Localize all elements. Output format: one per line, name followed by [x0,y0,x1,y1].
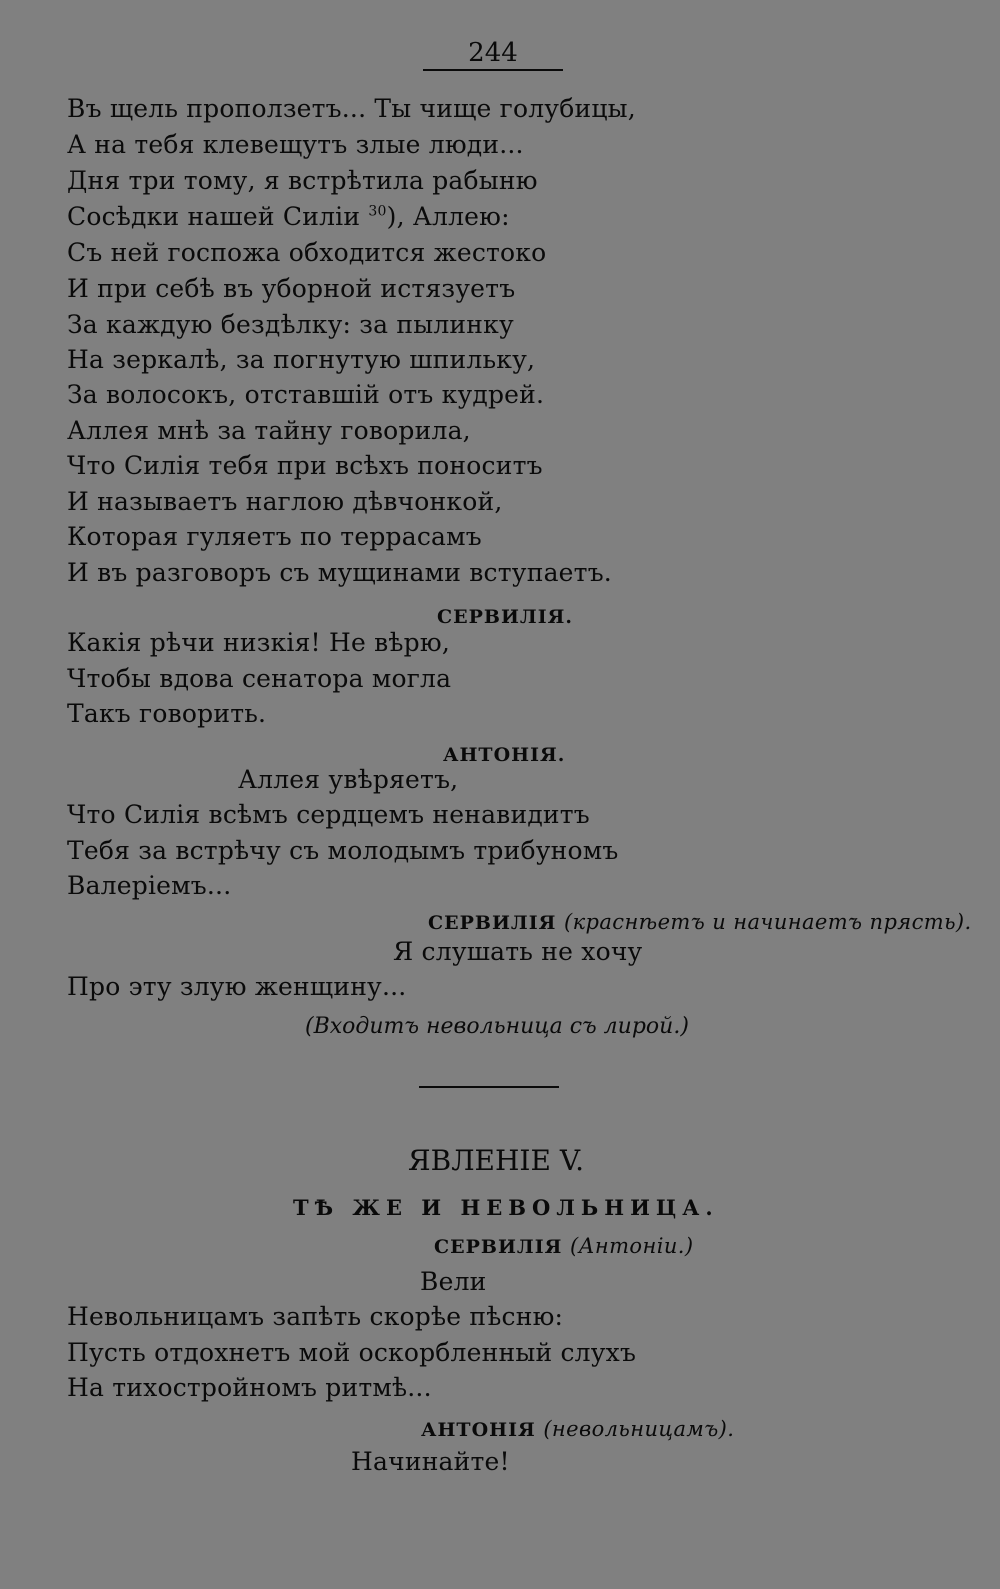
verse-line: Валеріемъ... [67,871,232,900]
verse-line: Такъ говорить. [67,699,267,728]
verse-line: Аллея увѣряетъ, [238,765,459,794]
verse-line: И при себѣ въ уборной истязуетъ [67,274,516,303]
stage-direction: (краснѣетъ и начинаетъ прясть). [563,910,972,934]
verse-line: Тебя за встрѣчу съ молодымъ трибуномъ [67,836,619,865]
verse-text-tail: ), Аллею: [386,202,510,231]
verse-line: Съ ней госпожа обходится жестоко [67,238,547,267]
speaker-name: СЕРВИЛІЯ [428,912,557,934]
verse-line: И называетъ наглою дѣвчонкой, [67,487,503,516]
verse-line: Которая гуляетъ по террасамъ [67,522,482,551]
verse-line: Дня три тому, я встрѣтила рабыню [67,166,538,195]
verse-line: Что Силія всѣмъ сердцемъ ненавидитъ [67,800,590,829]
verse-line-with-footnote [67,200,510,234]
verse-line: Про эту злую женщину... [67,972,407,1001]
speaker-line [421,1414,734,1445]
verse-line: За каждую бездѣлку: за пылинку [67,310,514,339]
verse-line: А на тебя клевещутъ злые люди... [67,130,524,159]
verse-line: Какія рѣчи низкія! Не вѣрю, [67,628,450,657]
section-rule [419,1086,559,1088]
verse-line: Начинайте! [351,1447,510,1476]
stage-direction: (невольницамъ). [543,1417,735,1441]
verse-line: И въ разговоръ съ мущинами вступаетъ. [67,558,612,587]
speaker-name: АНТОНІЯ [421,1419,536,1441]
verse-line: На тихостройномъ ритмѣ... [67,1373,432,1402]
verse-line: Вели [420,1267,487,1296]
verse-line: Аллея мнѣ за тайну говорила, [67,416,471,445]
verse-line: Чтобы вдова сенатора могла [67,664,452,693]
verse-line: На зеркалѣ, за погнутую шпильку, [67,345,536,374]
speaker-name: СЕРВИЛІЯ. [437,606,573,628]
verse-line: Я слушать не хочу [393,937,643,966]
speaker-name: СЕРВИЛІЯ [434,1236,563,1258]
verse-line: Что Силія тебя при всѣхъ поноситъ [67,451,543,480]
header-rule [423,69,563,71]
speaker-line [434,1231,693,1262]
verse-line: Пусть отдохнетъ мой оскорбленный слухъ [67,1338,637,1367]
scene-cast: ТѢ ЖЕ И НЕВОЛЬНИЦА. [293,1195,719,1220]
stage-direction: (Входитъ невольница съ лирой.) [305,1014,689,1039]
speaker-name: АНТОНІЯ. [443,744,566,766]
footnote-ref: 30 [368,203,387,220]
scene-title: ЯВЛЕНІЕ V. [408,1144,585,1177]
speaker-line [428,907,972,938]
verse-line: Невольницамъ запѣть скорѣе пѣсню: [67,1302,564,1331]
verse-line: За волосокъ, отставшій отъ кудрей. [67,380,545,409]
stage-direction: (Антоніи.) [569,1234,694,1258]
page-number: 244 [468,38,518,68]
verse-line: Въ щель проползетъ... Ты чище голубицы, [67,94,636,123]
verse-text: Сосѣдки нашей Силіи [67,202,361,231]
